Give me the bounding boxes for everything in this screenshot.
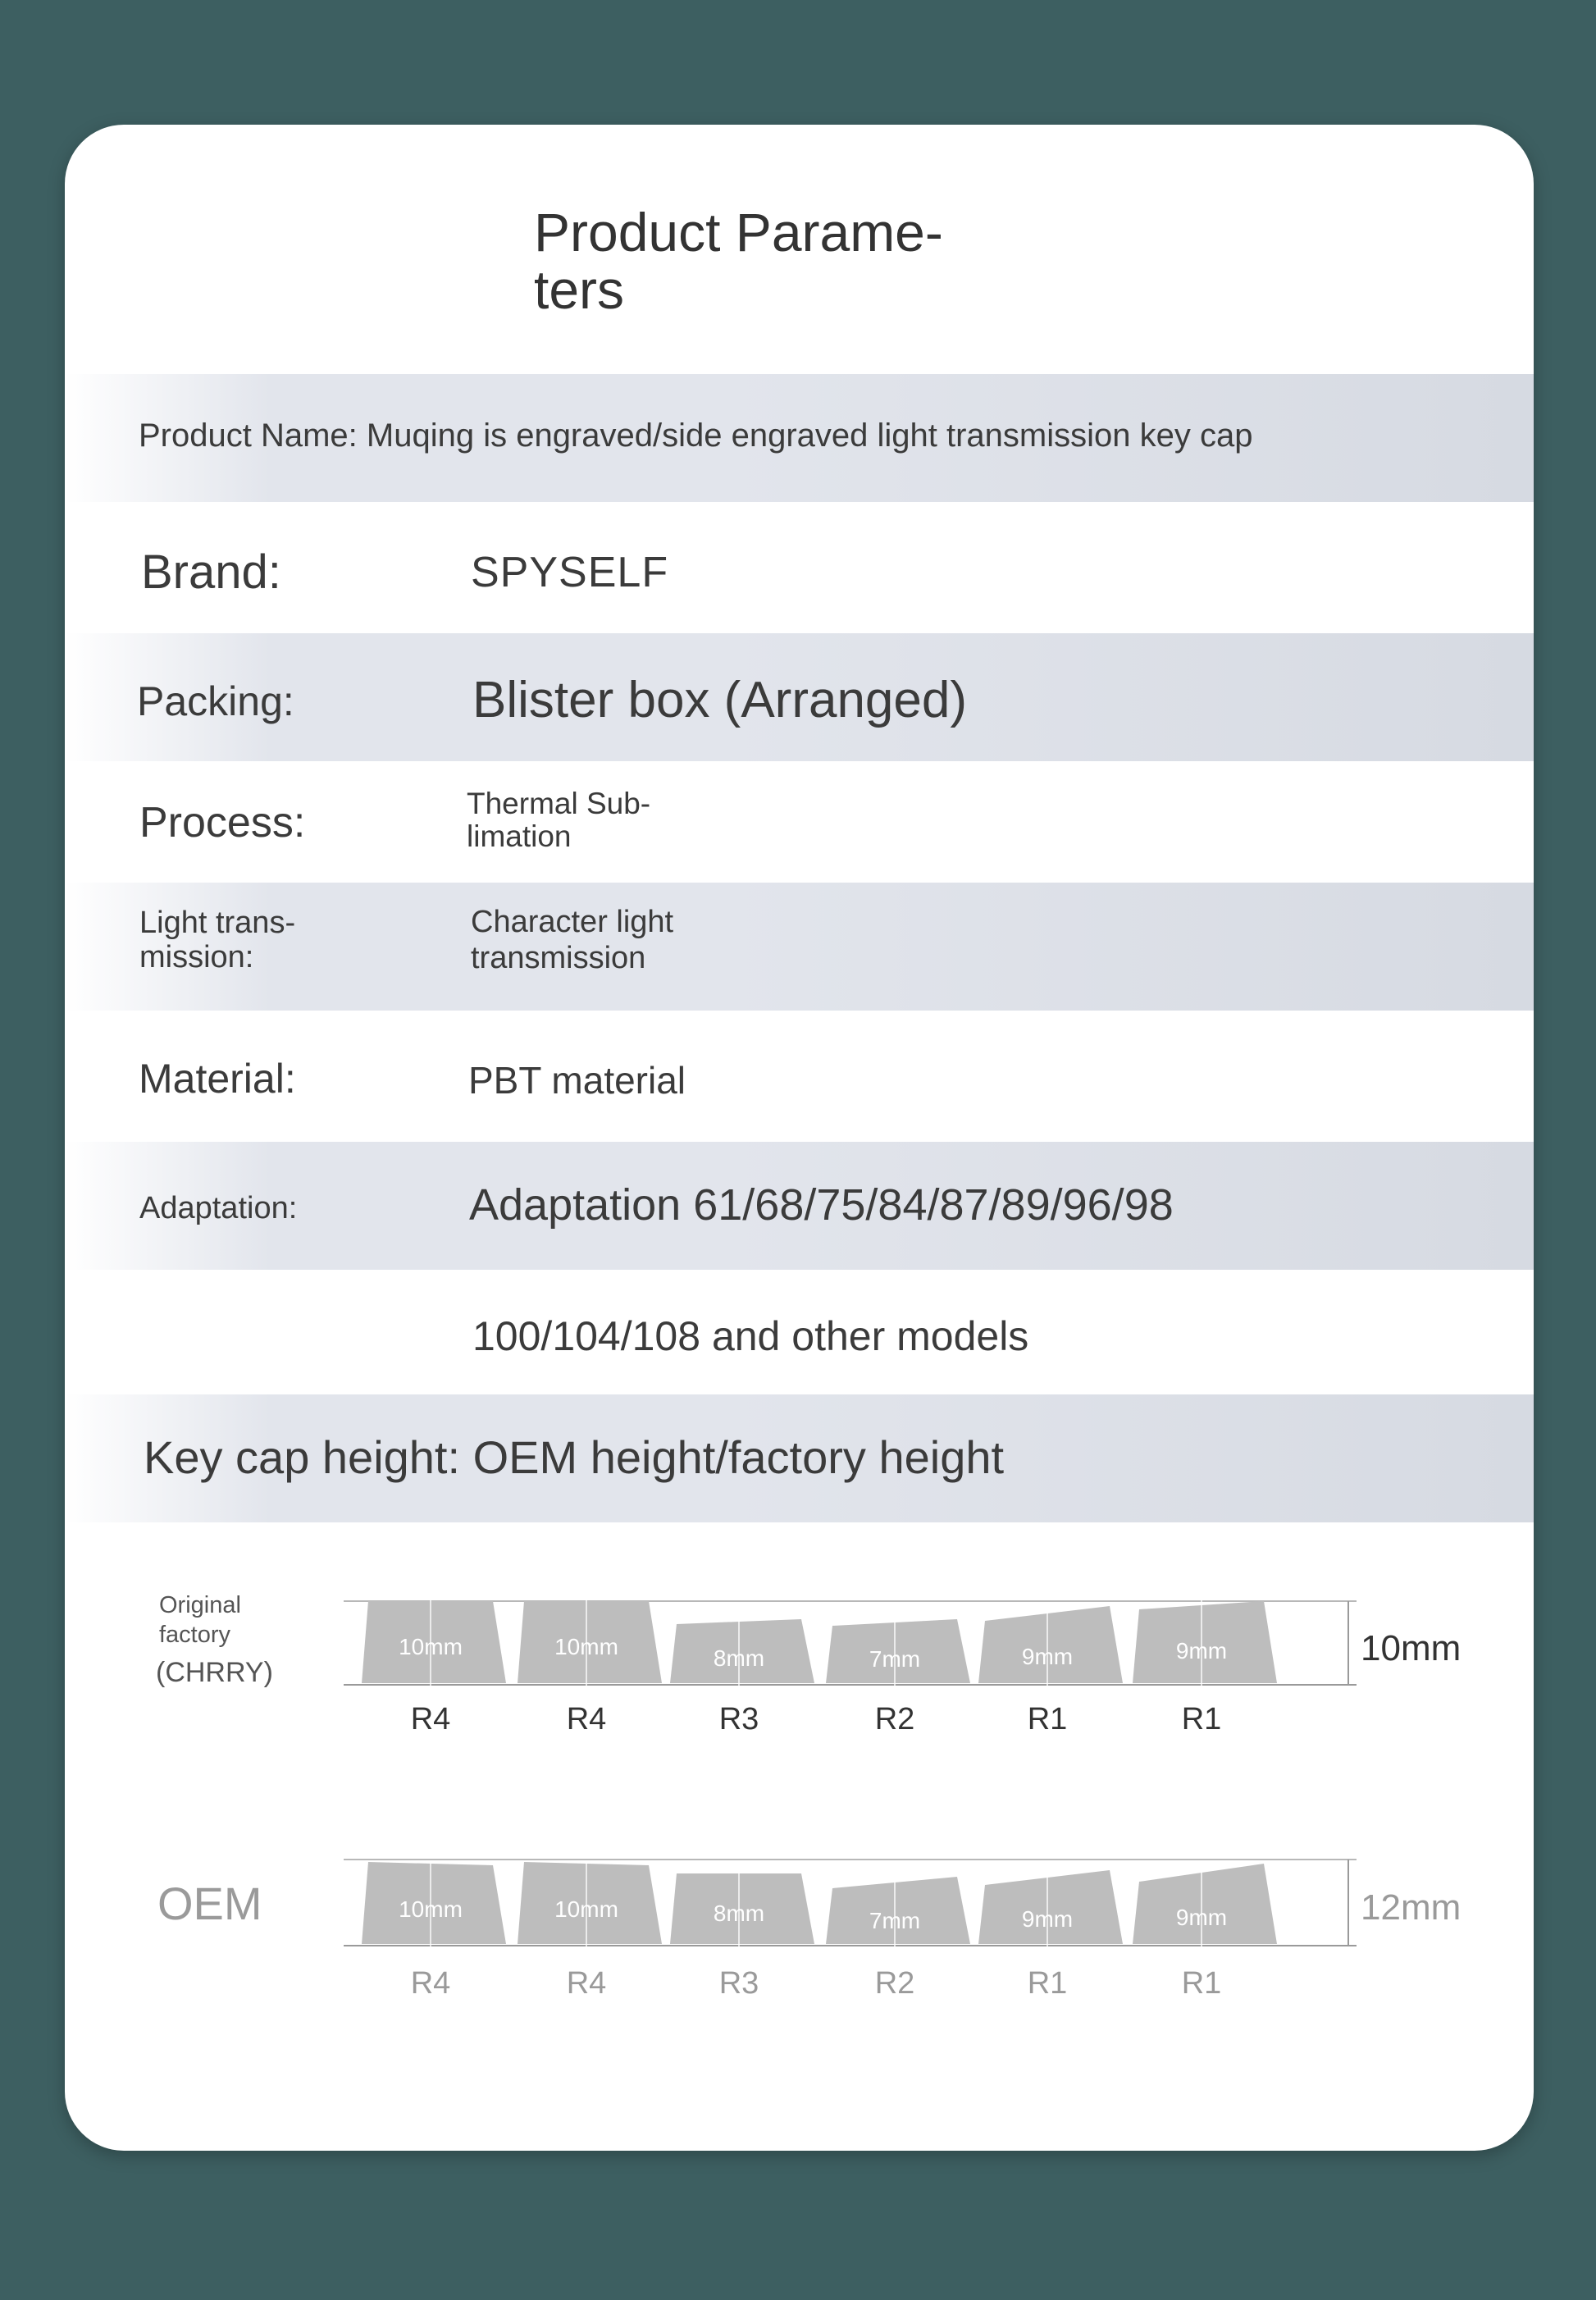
keycap-height-label: 8mm [713, 1645, 765, 1671]
material-value: PBT material [468, 1059, 686, 1102]
process-label: Process: [139, 799, 306, 847]
brand-value: SPYSELF [471, 549, 669, 596]
product-name-band [65, 374, 1534, 502]
row-process [65, 761, 1534, 883]
keycap-shape [1133, 1864, 1277, 1944]
keycap-height-label: 10mm [399, 1634, 463, 1659]
light-transmission-label: Light trans- mission: [139, 906, 296, 974]
keycap-height-label: 9mm [1021, 1644, 1074, 1669]
profile-label: OEM [157, 1878, 262, 1929]
adaptation-label: Adaptation: [139, 1191, 298, 1225]
product-name-text: Product Name: Muqing is engraved/side engraved light transmission key cap [139, 418, 1253, 454]
row-material [65, 1011, 1534, 1142]
adaptation-value: Adaptation 61/68/75/84/87/89/96/98 [469, 1180, 1174, 1230]
adaptation-continued-value: 100/104/108 and other models [472, 1313, 1029, 1359]
page-title: Product Parame- ters [534, 202, 943, 320]
keycap-height-label: 9mm [1021, 1906, 1074, 1932]
brand-label: Brand: [141, 545, 281, 599]
row-packing [65, 633, 1534, 761]
row-adaptation [65, 1142, 1534, 1270]
keycap-row-label: R2 [874, 1966, 915, 2001]
parameters-card [65, 125, 1534, 2151]
keycap-height-label: 7mm [869, 1646, 921, 1672]
row-brand [65, 502, 1534, 633]
keycap-profile-diagram [65, 1568, 1534, 2077]
keycap-height-label: 7mm [869, 1908, 921, 1933]
profile-height-label: 12mm [1361, 1887, 1461, 1928]
keycap-row-label: R2 [874, 1702, 915, 1736]
keycap-height-text: Key cap height: OEM height/factory height [144, 1431, 1005, 1483]
row-keycap-height [65, 1394, 1534, 1522]
keycap-height-label: 9mm [1175, 1905, 1228, 1930]
keycap-row-label: R3 [718, 1966, 759, 2001]
profile-height-label: 10mm [1361, 1628, 1461, 1668]
keycap-height-label: 10mm [554, 1896, 618, 1922]
keycap-height-label: 8mm [713, 1901, 765, 1926]
profile-label: factory [159, 1622, 231, 1648]
keycap-row-label: R4 [566, 1702, 607, 1736]
keycap-height-label: 10mm [399, 1896, 463, 1922]
profile-label: Original [159, 1592, 241, 1618]
row-adaptation-continued [65, 1270, 1534, 1394]
keycap-row-label: R1 [1027, 1966, 1068, 2001]
keycap-row-label: R4 [566, 1966, 607, 2001]
row-light-transmission [65, 883, 1534, 1011]
process-value: Thermal Sub- limation [467, 787, 651, 853]
keycap-row-label: R4 [410, 1702, 451, 1736]
material-label: Material: [139, 1056, 296, 1102]
keycap-row-label: R1 [1181, 1966, 1222, 2001]
packing-value: Blister box (Arranged) [472, 672, 968, 728]
packing-label: Packing: [137, 678, 294, 724]
light-transmission-value: Character light transmission [471, 905, 674, 975]
keycap-row-label: R1 [1181, 1702, 1222, 1736]
keycap-row-label: R4 [410, 1966, 451, 2001]
keycap-height-label: 9mm [1175, 1638, 1228, 1663]
keycap-row-label: R1 [1027, 1702, 1068, 1736]
keycap-height-label: 10mm [554, 1634, 618, 1659]
keycap-row-label: R3 [718, 1702, 759, 1736]
profile-label: (CHRRY) [156, 1657, 273, 1688]
